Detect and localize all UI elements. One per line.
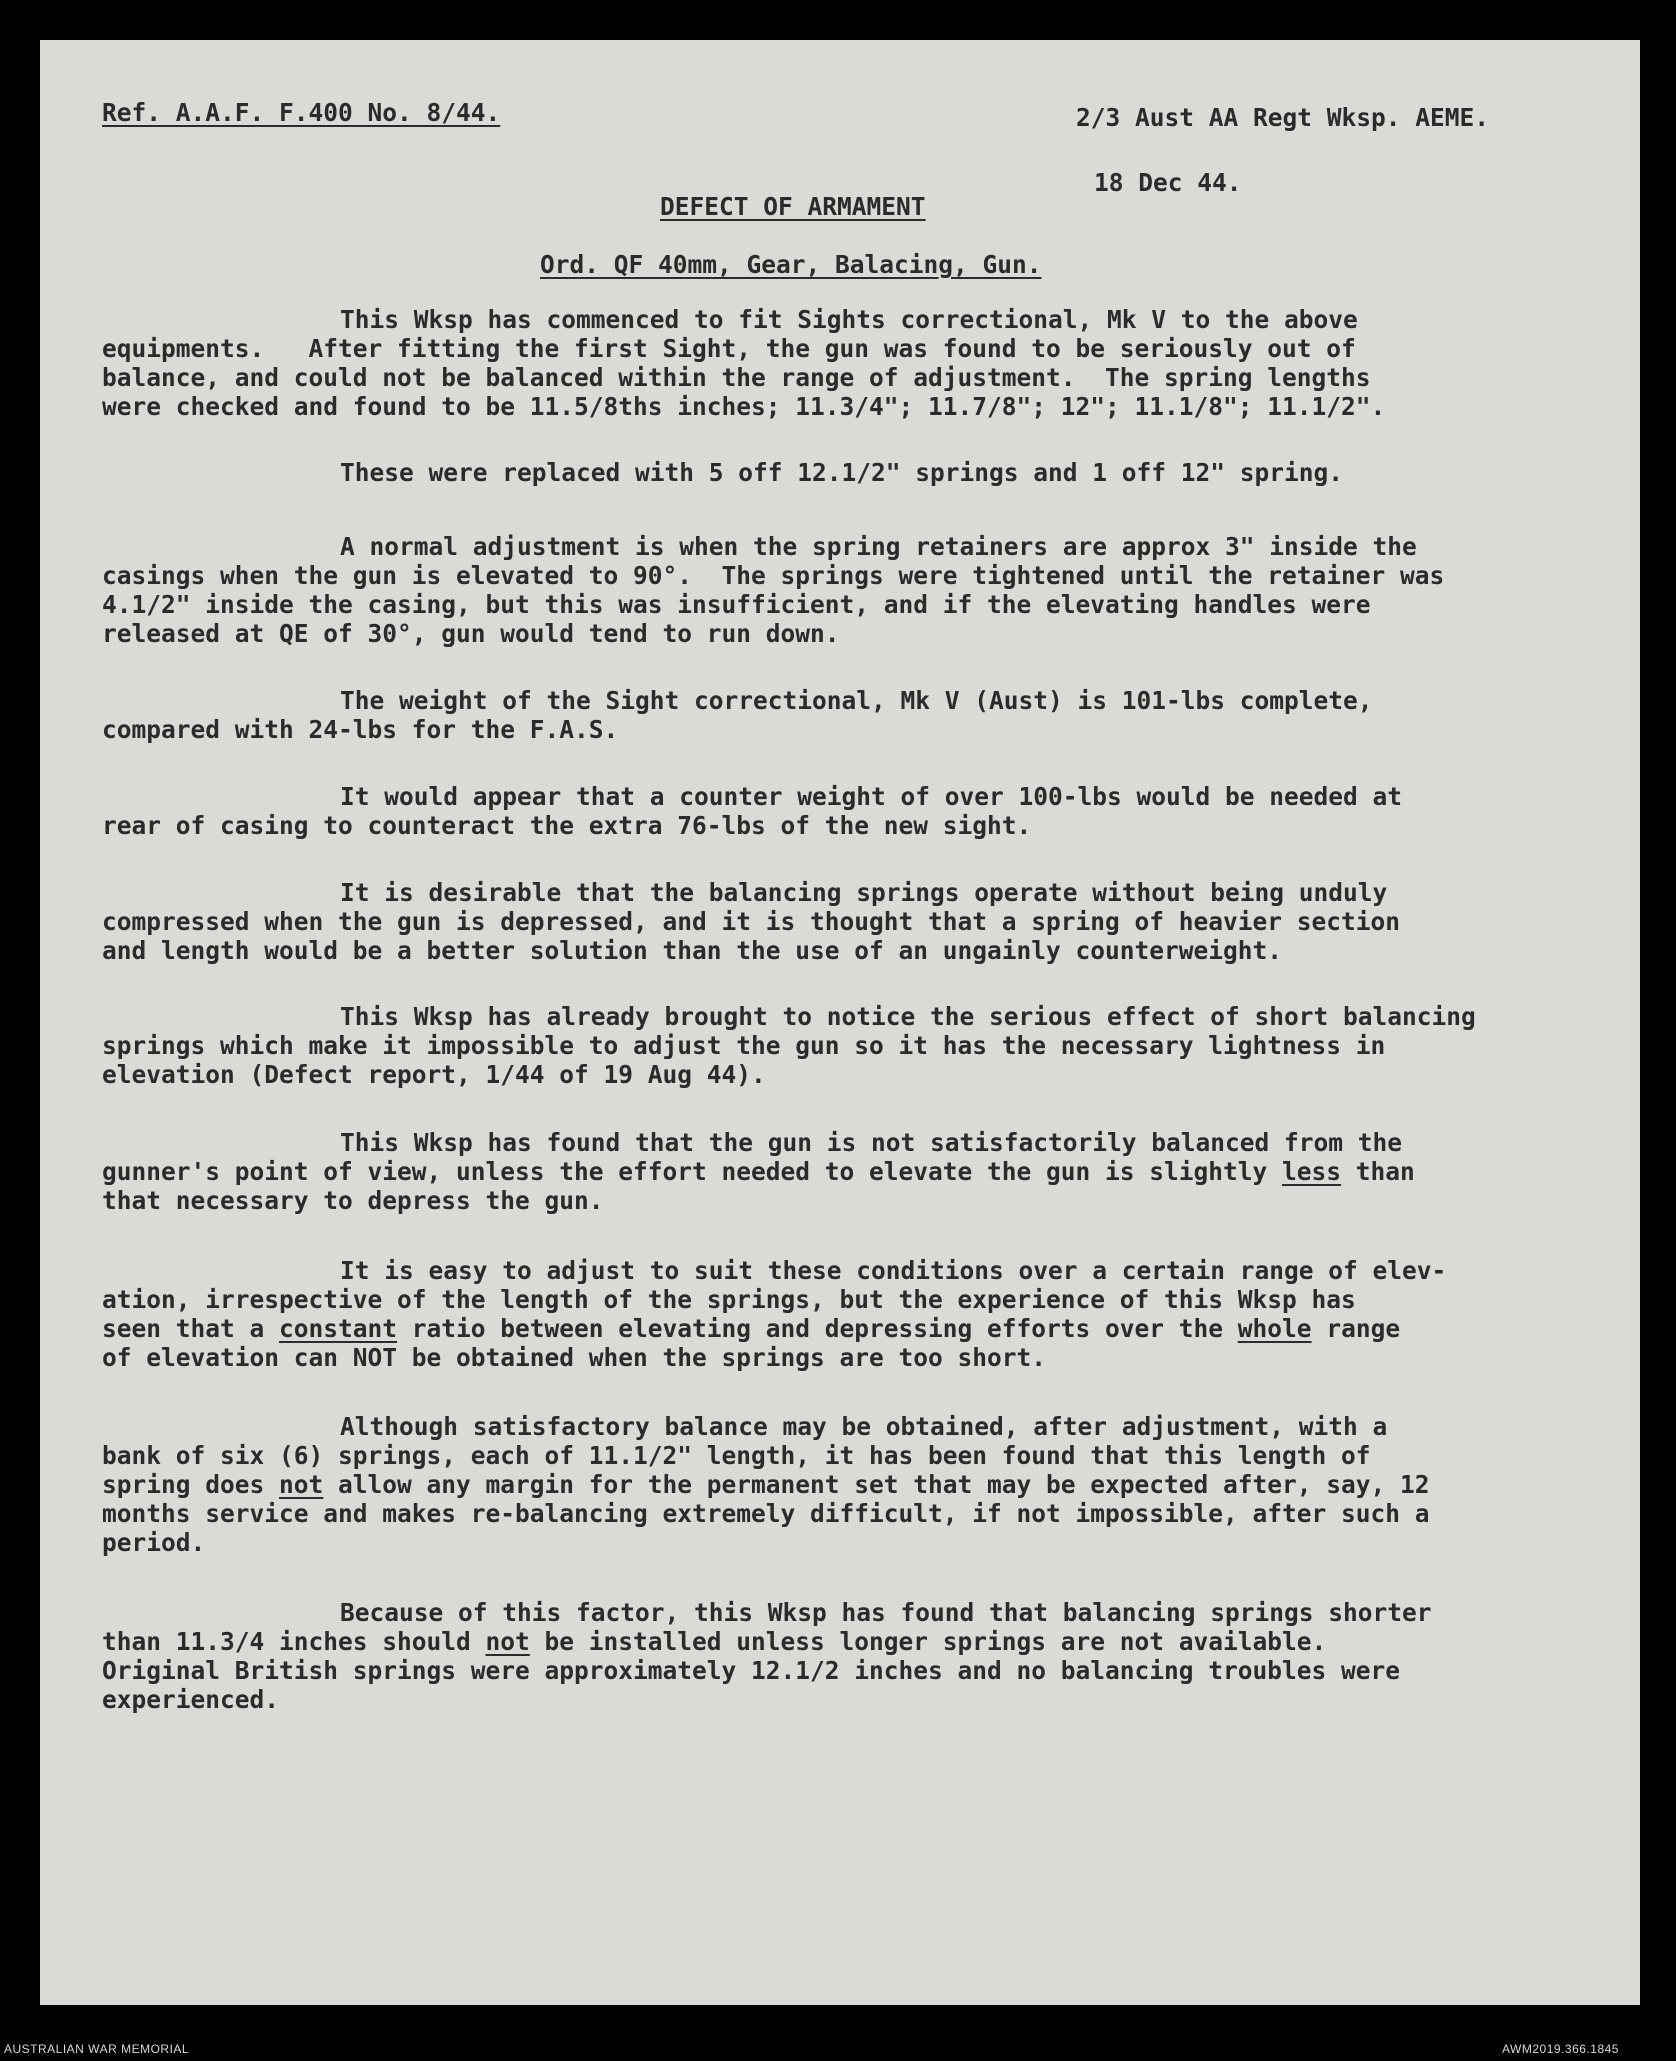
paragraph-text: allow any margin for the permanent set that may be expected after, say, 12 — [323, 1470, 1430, 1499]
paragraph-text: than 11.3/4 inches should — [102, 1627, 486, 1656]
paragraph-line: months service and makes re-balancing extremely difficult, if not impossible, after such a — [102, 1499, 1430, 1528]
paragraph-line — [102, 1627, 1326, 1656]
paragraph-line: released at QE of 30°, gun would tend to run down. — [102, 619, 840, 648]
paragraph-line: It is desirable that the balancing springs operate without being unduly — [340, 878, 1388, 907]
paragraph-line: Because of this factor, this Wksp has found that balancing springs shorter — [340, 1598, 1432, 1627]
paragraph-line — [102, 1470, 1430, 1499]
paragraph-line: This Wksp has already brought to notice the serious effect of short balancing — [340, 1002, 1476, 1031]
paragraph-line — [102, 1157, 1415, 1186]
paragraph-text: be installed unless longer springs are not available. — [529, 1627, 1327, 1656]
document-date: 18 Dec 44. — [1094, 168, 1242, 197]
document-title: DEFECT OF ARMAMENT — [660, 192, 926, 221]
paragraph-line: experienced. — [102, 1685, 280, 1714]
paragraph-text: gunner's point of view, unless the effort needed to elevate the gun is slightly — [102, 1157, 1283, 1186]
document-subtitle: Ord. QF 40mm, Gear, Balacing, Gun. — [540, 250, 1042, 279]
paragraph-text: than — [1341, 1157, 1415, 1186]
paragraph-line: elevation (Defect report, 1/44 of 19 Aug 44). — [102, 1060, 766, 1089]
paragraph-line — [102, 1314, 1400, 1343]
paragraph-line: balance, and could not be balanced within the range of adjustment. The spring lengths — [102, 363, 1371, 392]
paragraph-line: of elevation can NOT be obtained when the springs are too short. — [102, 1343, 1047, 1372]
paragraph-line: were checked and found to be 11.5/8ths inches; 11.3/4"; 11.7/8"; 12"; 11.1/8"; 11.1/2". — [102, 392, 1386, 421]
underlined-word: whole — [1237, 1314, 1312, 1343]
paragraph-line: rear of casing to counteract the extra 76-lbs of the new sight. — [102, 811, 1032, 840]
paragraph-line: that necessary to depress the gun. — [102, 1186, 604, 1215]
paragraph-line: springs which make it impossible to adjust the gun so it has the necessary lightness in — [102, 1031, 1386, 1060]
paragraph-line: compressed when the gun is depressed, and it is thought that a spring of heavier section — [102, 907, 1401, 936]
paragraph-text: spring does — [102, 1470, 280, 1499]
paragraph-line: These were replaced with 5 off 12.1/2" springs and 1 off 12" spring. — [340, 458, 1344, 487]
paragraph-line: The weight of the Sight correctional, Mk V (Aust) is 101-lbs complete, — [340, 686, 1373, 715]
paragraph-line: equipments. After fitting the first Sight, the gun was found to be seriously out of — [102, 334, 1356, 363]
paragraph-text: range — [1311, 1314, 1401, 1343]
paragraph-line: 4.1/2" inside the casing, but this was insufficient, and if the elevating handles were — [102, 590, 1371, 619]
paragraph-line: This Wksp has found that the gun is not satisfactorily balanced from the — [340, 1128, 1403, 1157]
reference-number: Ref. A.A.F. F.400 No. 8/44. — [102, 98, 501, 127]
underlined-word: constant — [279, 1314, 398, 1343]
paragraph-line: It would appear that a counter weight of over 100-lbs would be needed at — [340, 782, 1403, 811]
paragraph-line: and length would be a better solution than the use of an ungainly counterweight. — [102, 936, 1283, 965]
paragraph-line: period. — [102, 1528, 206, 1557]
paragraph-line: ation, irrespective of the length of the springs, but the experience of this Wksp has — [102, 1285, 1356, 1314]
paragraph-text: seen that a — [102, 1314, 280, 1343]
underlined-word: not — [485, 1627, 530, 1656]
paragraph-line: compared with 24-lbs for the F.A.S. — [102, 715, 619, 744]
archive-id: AWM2019.366.1845 — [1502, 2042, 1619, 2056]
archive-credit: AUSTRALIAN WAR MEMORIAL — [4, 2042, 190, 2056]
paragraph-line: bank of six (6) springs, each of 11.1/2" length, it has been found that this length of — [102, 1441, 1371, 1470]
paragraph-line: casings when the gun is elevated to 90°. The springs were tightened until the retainer was — [102, 561, 1445, 590]
underlined-word: less — [1282, 1157, 1342, 1186]
paragraph-line: It is easy to adjust to suit these conditions over a certain range of elev- — [340, 1256, 1447, 1285]
unit-name: 2/3 Aust AA Regt Wksp. AEME. — [1076, 103, 1490, 132]
paragraph-line: This Wksp has commenced to fit Sights correctional, Mk V to the above — [340, 305, 1358, 334]
paragraph-line: Original British springs were approximately 12.1/2 inches and no balancing troubles were — [102, 1656, 1401, 1685]
underlined-word: not — [279, 1470, 324, 1499]
paragraph-line: A normal adjustment is when the spring retainers are approx 3" inside the — [340, 532, 1417, 561]
paragraph-line: Although satisfactory balance may be obtained, after adjustment, with a — [340, 1412, 1388, 1441]
document-page — [40, 40, 1640, 2005]
paragraph-text: ratio between elevating and depressing efforts over the — [397, 1314, 1238, 1343]
